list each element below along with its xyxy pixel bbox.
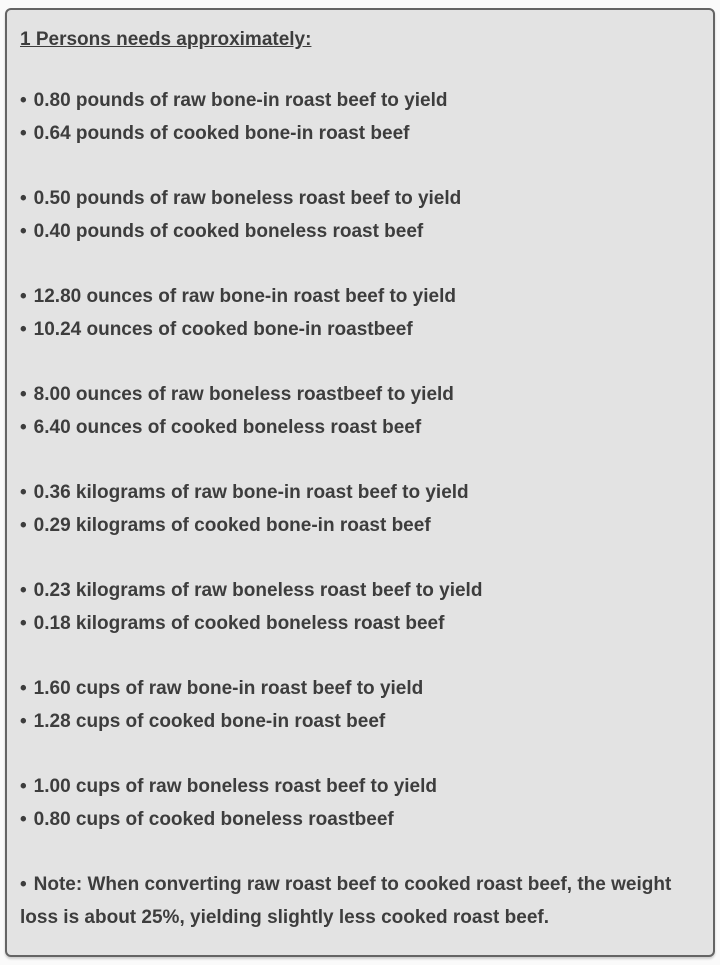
conversion-line bbox=[20, 117, 699, 150]
conversion-line bbox=[20, 378, 699, 411]
bullet-icon: • bbox=[20, 123, 27, 144]
conversion-line bbox=[20, 411, 699, 444]
bullet-icon: • bbox=[20, 678, 27, 699]
note-text: Note: When converting raw roast beef to cooked roast beef, the weight loss is about 25%, yielding slightly less cooked roast beef. bbox=[20, 874, 672, 928]
bullet-icon: • bbox=[20, 319, 27, 340]
conversion-text: 0.80 cups of cooked boneless roastbeef bbox=[33, 809, 394, 830]
conversion-text: 0.40 pounds of cooked boneless roast beef bbox=[33, 221, 424, 242]
conversion-group bbox=[20, 378, 699, 444]
conversion-text: 0.29 kilograms of cooked bone-in roast beef bbox=[33, 515, 431, 536]
conversion-line bbox=[20, 84, 699, 117]
conversion-text: 6.40 ounces of cooked boneless roast beef bbox=[33, 417, 422, 438]
bullet-icon: • bbox=[20, 874, 27, 895]
conversion-group bbox=[20, 84, 699, 150]
conversion-line bbox=[20, 803, 699, 836]
conversion-text: 8.00 ounces of raw boneless roastbeef to yield bbox=[33, 384, 454, 405]
conversion-line bbox=[20, 215, 699, 248]
bullet-icon: • bbox=[20, 515, 27, 536]
conversion-text: 1.60 cups of raw bone-in roast beef to yield bbox=[33, 678, 424, 699]
bullet-icon: • bbox=[20, 384, 27, 405]
bullet-icon: • bbox=[20, 417, 27, 438]
conversion-line bbox=[20, 509, 699, 542]
bullet-icon: • bbox=[20, 188, 27, 209]
bullet-icon: • bbox=[20, 776, 27, 797]
bullet-icon: • bbox=[20, 286, 27, 307]
conversion-line bbox=[20, 574, 699, 607]
conversion-text: 0.36 kilograms of raw bone-in roast beef to yield bbox=[33, 482, 469, 503]
conversion-text: 1.28 cups of cooked bone-in roast beef bbox=[33, 711, 386, 732]
conversion-group bbox=[20, 672, 699, 738]
conversion-line bbox=[20, 672, 699, 705]
bullet-icon: • bbox=[20, 809, 27, 830]
conversion-list bbox=[20, 84, 699, 836]
conversion-line bbox=[20, 770, 699, 803]
conversion-line bbox=[20, 607, 699, 640]
conversion-text: 0.18 kilograms of cooked boneless roast beef bbox=[33, 613, 445, 634]
conversion-line bbox=[20, 280, 699, 313]
bullet-icon: • bbox=[20, 711, 27, 732]
conversion-line bbox=[20, 313, 699, 346]
bullet-icon: • bbox=[20, 613, 27, 634]
conversion-text: 12.80 ounces of raw bone-in roast beef to yield bbox=[33, 286, 456, 307]
conversion-text: 0.64 pounds of cooked bone-in roast beef bbox=[33, 123, 410, 144]
conversion-line bbox=[20, 182, 699, 215]
panel-heading: 1 Persons needs approximately: bbox=[20, 29, 312, 50]
conversion-group bbox=[20, 280, 699, 346]
conversion-group bbox=[20, 182, 699, 248]
info-panel bbox=[5, 8, 715, 957]
conversion-line bbox=[20, 705, 699, 738]
conversion-group bbox=[20, 770, 699, 836]
note-line bbox=[20, 868, 699, 934]
bullet-icon: • bbox=[20, 482, 27, 503]
bullet-icon: • bbox=[20, 90, 27, 111]
conversion-text: 1.00 cups of raw boneless roast beef to yield bbox=[33, 776, 438, 797]
conversion-text: 0.80 pounds of raw bone-in roast beef to yield bbox=[33, 90, 448, 111]
conversion-text: 0.50 pounds of raw boneless roast beef to yield bbox=[33, 188, 462, 209]
conversion-text: 0.23 kilograms of raw boneless roast beef to yield bbox=[33, 580, 483, 601]
conversion-group bbox=[20, 476, 699, 542]
bullet-icon: • bbox=[20, 580, 27, 601]
conversion-text: 10.24 ounces of cooked bone-in roastbeef bbox=[33, 319, 413, 340]
conversion-group bbox=[20, 574, 699, 640]
conversion-line bbox=[20, 476, 699, 509]
bullet-icon: • bbox=[20, 221, 27, 242]
